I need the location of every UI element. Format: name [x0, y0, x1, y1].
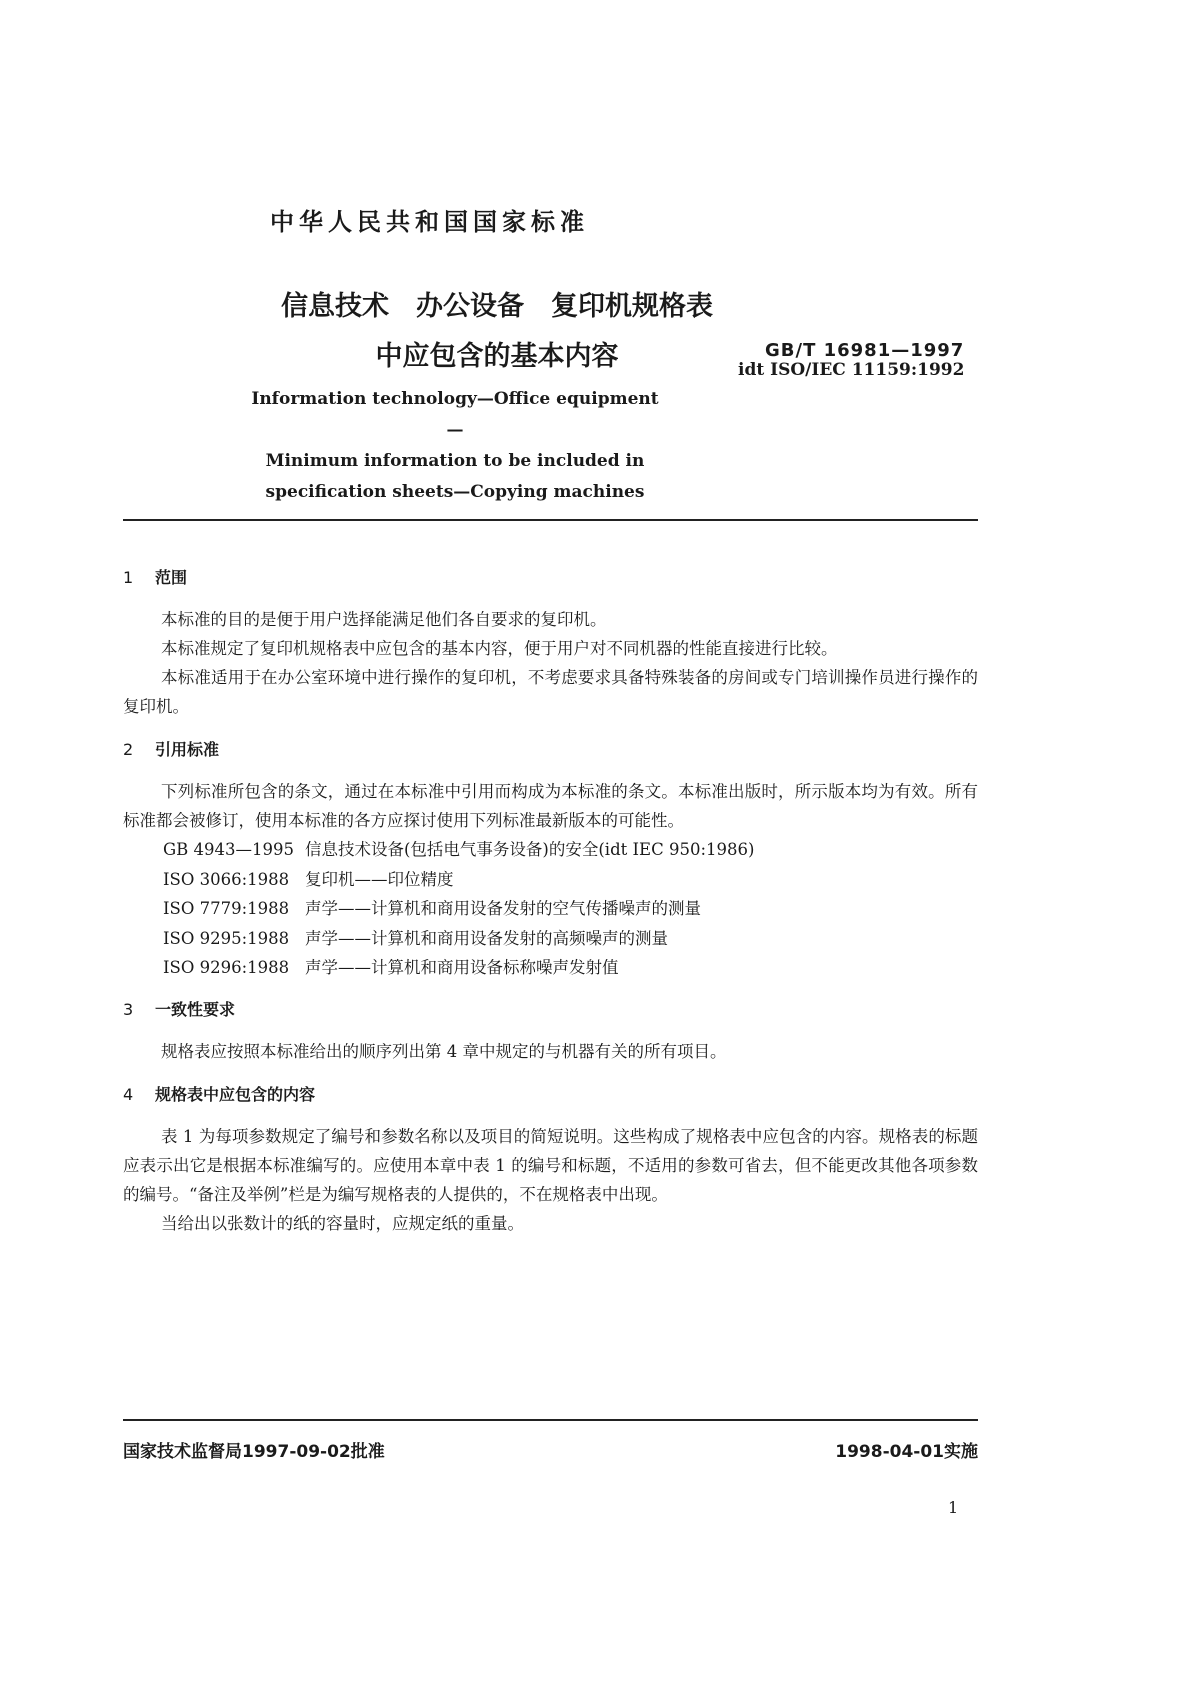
section-title: 引用标准: [155, 740, 220, 759]
page-number: 1: [948, 1498, 959, 1517]
english-title-line-2: Minimum information to be included in: [265, 451, 645, 471]
section-number: 1: [123, 568, 134, 587]
paragraph: 下列标准所包含的条文，通过在本标准中引用而构成为本标准的条文。本标准出版时，所示版本均为有效。所有标准都会被修订，使用本标准的各方应探讨使用下列标准最新版本的可能性。: [123, 782, 978, 830]
section-heading: [123, 737, 978, 760]
reference-code: ISO 7779:1988: [163, 899, 290, 918]
section-number: 2: [123, 740, 134, 759]
standard-equivalence: idt ISO/IEC 11159:1992: [738, 360, 965, 380]
reference-item: [123, 953, 978, 983]
paragraph: 规格表应按照本标准给出的顺序列出第 4 章中规定的与机器有关的所有项目。: [161, 1041, 727, 1061]
reference-item: [123, 865, 978, 895]
paragraph: 本标准的目的是便于用户选择能满足他们各自要求的复印机。: [161, 610, 607, 629]
approval-line: 国家技术监督局1997-09-02批准: [123, 1442, 385, 1462]
section-heading: [123, 1082, 978, 1105]
reference-title: 声学——计算机和商用设备发射的高频噪声的测量: [305, 928, 668, 948]
paragraph: 本标准适用于在办公室环境中进行操作的复印机，不考虑要求具备特殊装备的房间或专门培训操作员进行操作的复印机。: [123, 668, 978, 716]
reference-code: ISO 9295:1988: [163, 928, 290, 948]
english-title-line-1: Information technology—Office equipment—: [251, 389, 659, 440]
reference-title: 声学——计算机和商用设备发射的空气传播噪声的测量: [305, 899, 701, 918]
paragraph: 本标准规定了复印机规格表中应包含的基本内容，便于用户对不同机器的性能直接进行比较。: [161, 639, 838, 658]
header-divider: [123, 519, 978, 521]
reference-code: GB 4943—1995: [163, 840, 295, 859]
document-title-line-2: 中应包含的基本内容: [375, 341, 619, 372]
section-title: 范围: [155, 568, 188, 587]
section-heading: [123, 997, 978, 1020]
footer-divider: [123, 1419, 978, 1421]
document-title-line-1: 信息技术 办公设备 复印机规格表: [281, 291, 713, 322]
standard-number: GB/T 16981—1997: [765, 340, 965, 361]
document-title: [217, 282, 777, 382]
section-title: 一致性要求: [155, 999, 236, 1019]
paragraph: 表 1 为每项参数规定了编号和参数名称以及项目的简短说明。这些构成了规格表中应包含的内容。规格表的标题应表示出它是根据本标准编写的。应使用本章中表 1 的编号和标题，不适用的参数可省去，但不能更改其他各项参数的编号。“备注及举例”栏是为编写规格表的人提供的，不在规格表中出现。: [123, 1126, 978, 1204]
section-number: 3: [123, 999, 134, 1019]
reference-title: 声学——计算机和商用设备标称噪声发射值: [305, 958, 619, 977]
reference-item: [123, 894, 978, 924]
section-heading: [123, 565, 978, 588]
section-number: 4: [123, 1084, 134, 1104]
reference-item: [123, 924, 978, 954]
reference-code: ISO 3066:1988: [163, 869, 290, 889]
reference-item: [123, 835, 978, 865]
reference-title: 复印机——印位精度: [305, 869, 454, 889]
effective-date: 1998-04-01实施: [835, 1442, 978, 1462]
english-title-line-3: specification sheets—Copying machines: [265, 482, 645, 502]
body-sections: [123, 565, 978, 1238]
section-title: 规格表中应包含的内容: [155, 1084, 316, 1104]
reference-code: ISO 9296:1988: [163, 958, 290, 977]
national-standard-title: 中华人民共和国国家标准: [270, 208, 589, 236]
reference-list: [123, 835, 978, 983]
paragraph: 当给出以张数计的纸的容量时，应规定纸的重量。: [161, 1213, 524, 1233]
reference-title: 信息技术设备(包括电气事务设备)的安全(idt IEC 950:1986): [305, 840, 755, 859]
english-title: [245, 384, 665, 508]
